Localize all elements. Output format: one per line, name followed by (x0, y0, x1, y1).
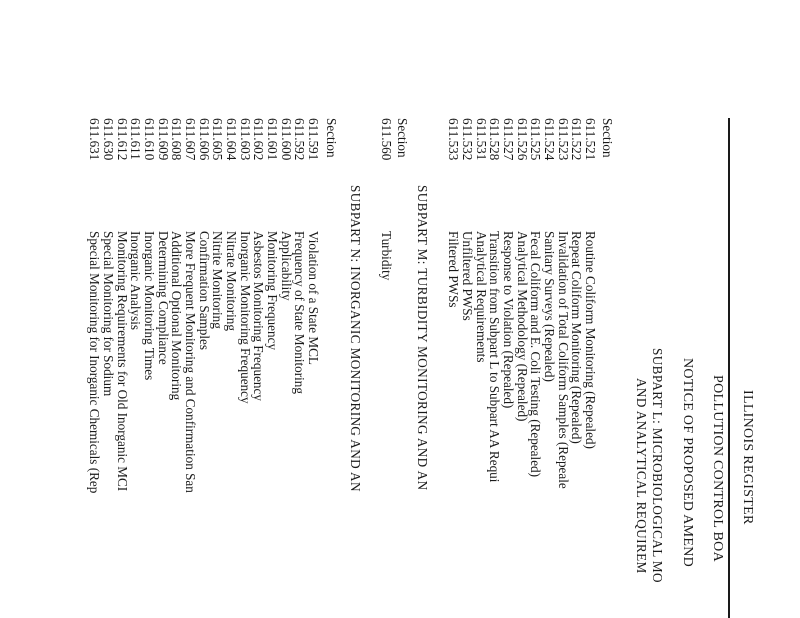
section-number: 611.521 (583, 118, 598, 161)
section-title: Inorganic Analysis (128, 231, 144, 331)
section-number: 611.603 (237, 118, 253, 161)
section-title: Confirmation Samples (196, 231, 212, 351)
section-number: 611.610 (142, 118, 158, 161)
subpart-m-section-label: Section (395, 118, 410, 158)
subpart-n-section-label: Section (324, 118, 339, 158)
section-title: Determining Compliance (155, 231, 171, 365)
section-title: Fecal Coliform and E. Coli Testing (Repealed) (528, 231, 544, 478)
section-number: 611.527 (501, 118, 517, 161)
section-title: Special Monitoring for Sodium (101, 231, 117, 397)
section-number: 611.560 (379, 118, 394, 161)
section-number: 611.592 (292, 118, 308, 161)
board-title: POLLUTION CONTROL BOA (710, 375, 725, 562)
section-number: 611.522 (569, 118, 585, 161)
section-number: 611.608 (169, 118, 185, 161)
subpart-m-title: SUBPART M: TURBIDITY MONITORING AND AN (415, 185, 430, 491)
notice-title: NOTICE OF PROPOSED AMEND (680, 358, 695, 568)
section-title: Nitrite Monitoring (210, 231, 226, 329)
section-title: Filtered PWSs (446, 231, 462, 308)
section-title: More Frequent Monitoring and Confirmation San (183, 231, 199, 493)
section-title: Inorganic Monitoring Frequency (237, 231, 253, 404)
section-title: Asbestos Monitoring Frequency (251, 231, 267, 401)
section-title: Invalidation of Total Coliform Samples (Repeale (555, 231, 571, 489)
section-number: 611.524 (542, 118, 558, 161)
section-number: 611.528 (487, 118, 503, 161)
section-title: Response to Violation (Repealed) (501, 231, 517, 409)
section-number: 611.609 (155, 118, 171, 161)
section-number: 611.630 (101, 118, 117, 161)
section-number: 611.604 (224, 118, 240, 161)
section-number: 611.591 (306, 118, 321, 161)
section-number: 611.602 (251, 118, 267, 161)
subpart-l-title-line2: AND ANALYTICAL REQUIREM (634, 378, 649, 574)
section-title: Repeat Coliform Monitoring (Repealed) (569, 231, 585, 444)
section-number: 611.531 (473, 118, 489, 161)
section-number: 611.612 (114, 118, 130, 161)
section-number: 611.523 (555, 118, 571, 161)
section-title: Transition from Subpart L to Subpart AA Requi (487, 231, 503, 483)
section-number: 611.611 (128, 118, 144, 160)
section-number: 611.532 (460, 118, 476, 161)
section-number: 611.605 (210, 118, 226, 161)
section-title: Sanitary Surveys (Repealed) (542, 231, 558, 382)
section-title: Analytical Requirements (473, 231, 489, 363)
section-title: Unfiltered PWSs (460, 231, 476, 321)
section-title: Routine Coliform Monitoring (Repealed) (583, 231, 598, 449)
section-number: 611.533 (446, 118, 462, 161)
section-title: Special Monitoring for Inorganic Chemicals (Rep (87, 231, 103, 494)
section-title: Applicability (278, 231, 294, 301)
subpart-l-section-label: Section (600, 118, 615, 158)
section-title: Frequency of State Monitoring (292, 231, 308, 394)
section-title: Turbidity (379, 231, 394, 281)
subpart-l-title-line1: SUBPART L: MICROBIOLOGICAL MO (650, 348, 665, 583)
register-title: ILLINOIS REGISTER (740, 390, 755, 525)
section-number: 611.606 (196, 118, 212, 161)
section-title: Analytical Methodology (Repealed) (514, 231, 530, 422)
section-number: 611.525 (528, 118, 544, 161)
section-title: Violation of a State MCL (306, 231, 321, 365)
section-number: 611.600 (278, 118, 294, 161)
section-title: Inorganic Monitoring Times (142, 231, 158, 381)
subpart-n-title: SUBPART N: INORGANIC MONITORING AND AN (348, 185, 363, 492)
section-title: Additional Optional Monitoring (169, 231, 185, 401)
header-rule (728, 118, 730, 618)
section-number: 611.607 (183, 118, 199, 161)
section-title: Monitoring Requirements for Old Inorganic MCI (114, 231, 130, 492)
section-number: 611.601 (265, 118, 281, 161)
section-title: Nitrate Monitoring (224, 231, 240, 331)
section-number: 611.526 (514, 118, 530, 161)
section-number: 611.631 (87, 118, 103, 161)
section-title: Monitoring Frequency (265, 231, 281, 351)
